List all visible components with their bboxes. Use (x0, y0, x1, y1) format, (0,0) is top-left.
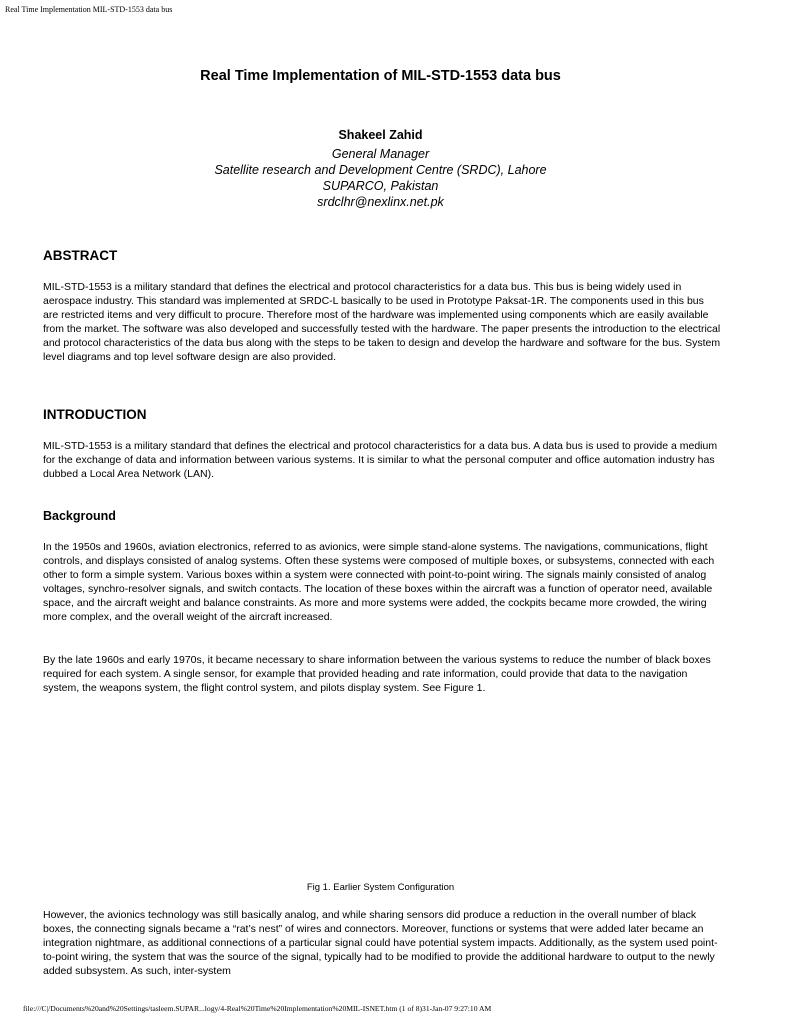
background-heading: Background (43, 509, 116, 523)
author-position: General Manager (331, 147, 430, 161)
author-location: SUPARCO, Pakistan (322, 179, 439, 193)
background-paragraph-2: By the late 1960s and early 1970s, it became necessary to share information between the various systems to reduce the number of black boxes required for each system. A single sensor, for example that provided heading and rate information, could provide that data to the navigation system, the weapons system, the flight control system, and pilots display system. See Figure 1. (43, 654, 711, 695)
background-paragraph-1: In the 1950s and 1960s, aviation electronics, referred to as avionics, were simple stand-alone systems. The navigations, communications, flight controls, and displays consisted of analog systems. Often these systems were composed of multiple boxes, or subsystems, connected with each other to form a simple system. Various boxes within a system were connected with point-to-point wiring. The signals mainly consisted of analog voltages, synchro-resolver signals, and switch contacts. The location of these boxes within the aircraft was a function of operator need, available space, and the aircraft weight and balance constraints. As more and more systems were added, the cockpits became more crowded, the wiring more complex, and the overall weight of the aircraft increased. (43, 541, 715, 624)
introduction-text: MIL-STD-1553 is a military standard that defines the electrical and protocol characteristics for a data bus. A data bus is used to provide a medium for the exchange of data and information between various systems. It is similar to what the personal computer and office automation industry has dubbed a Local Area Network (LAN). (43, 440, 718, 481)
running-header: Real Time Implementation MIL-STD-1553 data bus (5, 5, 173, 14)
introduction-heading: INTRODUCTION (43, 407, 147, 422)
author-organization: Satellite research and Development Centre (SRDC), Lahore (214, 163, 547, 177)
abstract-text: MIL-STD-1553 is a military standard that defines the electrical and protocol characteristics for a data bus. This bus is being widely used in aerospace industry. This standard was implemented at SRDC-L basically to be used in Prototype Paksat-1R. The components used in this bus are restricted items and very difficult to procure. Therefore most of the hardware was implemented using components which are easily available from the market. The software was also developed and successfully tested with the hardware. The paper presents the introduction to the electrical and protocol characteristics of the data bus along with the steps to be taken to design and develop the hardware and software for the bus. System level diagrams and top level software design are also provided. (43, 281, 721, 364)
background-paragraph-3: However, the avionics technology was still basically analog, and while sharing sensors did produce a reduction in the overall number of black boxes, the connecting signals became a “rat’s nest” of wires and connectors. Moreover, functions or systems that were added later became an integration nightmare, as additional connections of a particular signal could have potential system impacts. Additionally, as the system used point-to-point wiring, the system that was the source of the signal, typically had to be modified to provide the additional hardware to output to the newly added subsystem. As such, inter-system (43, 909, 718, 978)
file-path-footer: file:///C|/Documents%20and%20Settings/tasleem.SUPAR...logy/4-Real%20Time%20Implementation%20MIL-ISNET.htm (1 of 8)31-Jan-07 9:27:10 AM (23, 1004, 492, 1013)
author-email: srdclhr@nexlinx.net.pk (317, 195, 444, 209)
figure-caption: Fig 1. Earlier System Configuration (306, 882, 455, 893)
paper-title: Real Time Implementation of MIL-STD-1553 data bus (200, 68, 561, 84)
author-name: Shakeel Zahid (338, 128, 423, 142)
abstract-heading: ABSTRACT (43, 248, 118, 263)
